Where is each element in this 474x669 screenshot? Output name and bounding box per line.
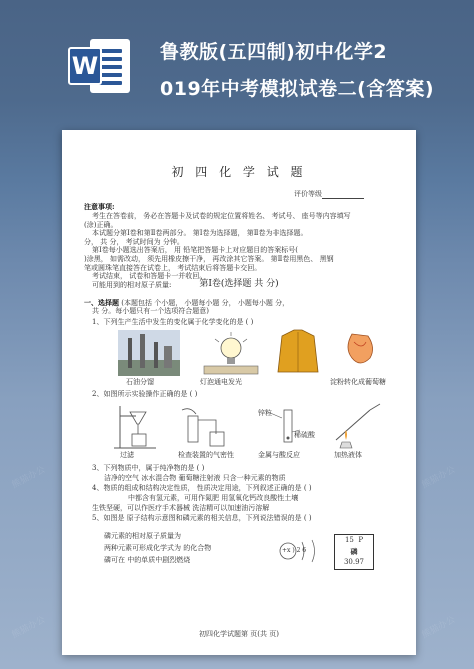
notice-line: 笔或圆珠笔直接答在试卷上， 考试结束后将答题卡交回。 [84,263,262,272]
question-5-line-2: 两种元素可形成化学式为 的化合物 [104,544,212,552]
question-5-line-3: 磷可在 中的单质中剧烈燃烧 [104,556,191,564]
zinc-label: 锌粒 [258,409,272,417]
question-heading-label: 一、选择题 [84,298,119,307]
title-line-1: 鲁教版(五四制)初中化学2 [160,41,388,63]
question-heading-desc: (本题包括 个小题， 小题每小题 分， 小题每小题 分， [121,299,290,307]
q2-caption-d: 加热液体 [334,451,362,459]
periodic-table-cell [334,534,374,570]
section-title: 第Ⅰ卷(选择题 共 分) [199,279,279,289]
q2-caption-b: 检查装置的气密性 [178,451,234,459]
question-4-line-1: 中都含有氢元素，可用作氮肥 用氢氧化钙改良酸性土壤 [128,494,299,502]
periodic-number-symbol: 15 P [344,536,364,544]
question-4-line-2: 生铁坚硬，可以作医疗手术器械 洗洁精可以加速油污溶解 [92,504,270,512]
question-3-options: 洁净的空气 冰水混合物 葡萄糖注射液 只含一种元素的物质 [104,474,286,482]
oil-refinery-image [118,330,180,376]
header [0,0,474,130]
question-4: 4、物质的组成和结构决定性质， 性质决定用途，下列叙述正确的是 ( ) [92,484,312,492]
q2-caption-c: 金属与酸反应 [258,451,300,459]
metal-acid-image [248,402,308,450]
atom-structure-label: +x ) 2 6 [282,547,307,554]
q1-caption-d: 淀粉转化成葡萄糖 [330,378,386,386]
notice-line: )涂黑， 如需改动， 须先用橡皮擦干净， 再改涂其它答案。 第Ⅱ卷用黑色、 黑钢 [84,255,334,263]
watermark: 熊猫办公 [420,614,457,641]
notice-line: 第Ⅰ卷每小题选出答案后， 用 铅笔把答题卡上对应题目的答案标号( [92,246,298,255]
grade-field [294,190,364,199]
page-title[interactable] [160,34,460,108]
acid-label: 稀硫酸 [294,431,315,439]
q1-caption-a: 石油分馏 [126,378,154,386]
periodic-element-name: 磷 [350,547,358,556]
digestion-image [336,328,386,376]
question-heading-desc-2: 共 分。每小题只有一个选项符合题意) [92,307,209,315]
notice-heading: 注意事项: [84,202,115,211]
notice-line: 考生在答卷前， 务必在答题卡及试卷的规定位置将姓名、 考试号、 座号等内容填写 [92,212,351,220]
clothes-image [274,328,322,378]
grade-label: 评价等级 [294,190,322,198]
watermark: 熊猫办公 [10,464,47,491]
watermark: 熊猫办公 [420,464,457,491]
exam-title: 初 四 化 学 试 题 [171,165,307,179]
periodic-atomic-mass: 30.97 [343,558,365,566]
question-1: 1、下列生产生活中发生的变化属于化学变化的是 ( ) [92,318,254,326]
word-badge-icon: W [68,47,102,85]
q1-caption-b: 灯泡通电发光 [200,378,242,386]
document-preview[interactable] [62,130,416,655]
notice-line: 本试题分第Ⅰ卷和第Ⅱ卷两部分。 第Ⅰ卷为选择题， 第Ⅱ卷为非选择题。 [92,229,308,238]
notice-line: 可能用到的相对原子质量: [92,280,172,289]
page-footer: 初四化学试题第 页(共 页) [199,630,279,638]
word-document-icon [68,35,130,97]
q2-caption-a: 过滤 [120,451,134,459]
light-bulb-image [202,330,260,376]
question-2: 2、如图所示实验操作正确的是 ( ) [92,390,198,398]
notice-line: 分， 共 分， 考试时间为 分钟。 [84,237,184,246]
notice-line: (涂)正确。 [84,220,118,229]
watermark: 熊猫办公 [10,614,47,641]
notice-line: 考试结束， 试卷和答题卡一并收回。 [92,272,207,281]
question-3: 3、下列物质中，属于纯净物的是 ( ) [92,464,205,472]
heating-liquid-image [326,400,386,450]
question-5: 5、如图是 原子结构示意图和磷元素的相关信息，下列说法错误的是 ( ) [92,514,312,522]
question-5-line-1: 磷元素的相对原子质量为 [104,532,181,540]
airtightness-image [178,402,232,450]
title-line-2: 019年中考模拟试卷二(含答案) [160,78,435,100]
filtration-image [112,402,162,450]
